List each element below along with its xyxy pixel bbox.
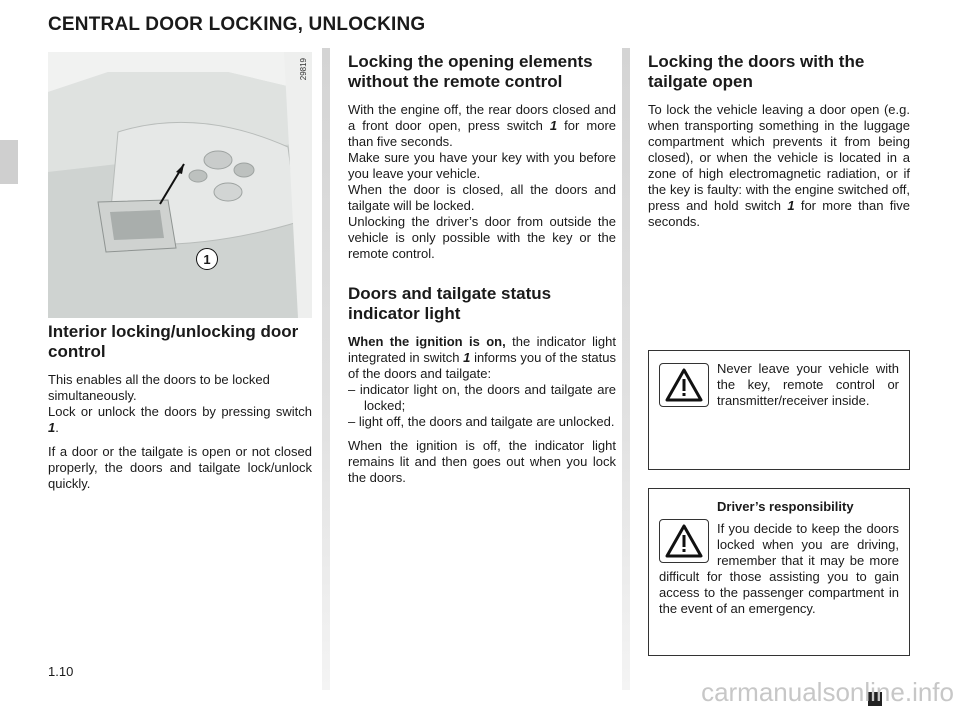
no-remote-p1-text: With the engine off, the rear doors closed and a front door open, press switch (348, 102, 616, 133)
interior-p1: This enables all the doors to be locked simultaneously. (48, 372, 270, 403)
status-list (348, 382, 616, 430)
no-remote-heading: Locking the opening elements without the remote control (348, 52, 593, 91)
tailgate-open-p1-text: To lock the vehicle leaving a door open (e.g. when transporting something in the luggage compartment which prevents it from being closed), or when the vehicle is located in a zone of high electromagnetic radiation, or if the key is faulty: with the engine switched off, press and hold switch (648, 102, 910, 213)
warning-responsibility-title: Driver’s responsibility (717, 499, 854, 514)
no-remote-p3: When the door is closed, all the doors and tailgate will be locked. (348, 182, 616, 213)
warning-triangle-icon (659, 519, 709, 563)
column-divider (622, 48, 630, 690)
interior-p3: If a door or the tailgate is open or not closed properly, the doors and tailgate lock/unlock quickly. (48, 444, 312, 491)
warning-responsibility-text: If you decide to keep the doors locked when you are driving, remember that it may be more difficult for those assisting you to gain access to the passenger compartment in the event of an emergency. (659, 521, 899, 616)
no-remote-section (348, 52, 616, 494)
status-light-bold: When the ignition is on, (348, 334, 506, 349)
console-illustration (48, 52, 312, 318)
no-remote-p1 (348, 102, 616, 150)
warning-key-text: Never leave your vehicle with the key, remote control or transmitter/receiver inside. (717, 361, 899, 408)
interior-heading: Interior locking/unlocking door control (48, 322, 299, 361)
section-tab (0, 140, 18, 184)
status-light-p2: When the ignition is off, the indicator light remains lit and then goes out when you lock the doors. (348, 438, 616, 485)
status-light-heading: Doors and tailgate status indicator light (348, 284, 552, 323)
no-remote-p2: Make sure you have your key with you before you leave your vehicle. (348, 150, 616, 181)
interior-p2-text: Lock or unlock the doors by pressing switch (48, 404, 312, 419)
console-photo (48, 52, 312, 318)
no-remote-p4: Unlocking the driver’s door from outside the vehicle is only possible with the key or the remote control. (348, 214, 616, 261)
page-title: CENTRAL DOOR LOCKING, UNLOCKING (48, 14, 426, 35)
status-light-p1 (348, 334, 616, 382)
interior-p2-end: . (55, 420, 59, 435)
callout-1: 1 (196, 248, 218, 270)
status-light-p1-end: informs you of the status of the doors and tailgate: (348, 350, 616, 381)
list-item: – light off, the doors and tailgate are unlocked. (348, 414, 615, 429)
switch-ref: 1 (549, 118, 558, 133)
tailgate-open-heading: Locking the doors with the tailgate open (648, 52, 865, 91)
watermark: carmanualsonline.info (701, 677, 954, 707)
status-light-p1-text: the indicator light integrated in switch (348, 334, 616, 365)
page-number: 1.10 (48, 664, 74, 679)
no-remote-p1-end: for more than five seconds. (348, 118, 616, 149)
list-item: – indicator light on, the doors and tailgate are locked; (348, 382, 616, 413)
switch-ref: 1 (787, 198, 795, 213)
warning-box-key (648, 350, 910, 470)
warning-box-responsibility (648, 488, 910, 656)
interior-p2 (48, 404, 312, 436)
column-divider (322, 48, 330, 690)
tailgate-open-p1 (648, 102, 910, 230)
switch-ref: 1 (463, 350, 471, 365)
figure-code: 29819 (299, 58, 308, 81)
switch-ref: 1 (48, 420, 56, 435)
tailgate-open-section (648, 52, 910, 238)
warning-triangle-icon (659, 363, 709, 407)
interior-section (48, 322, 312, 500)
tailgate-open-p1-end: for more than five seconds. (648, 198, 910, 229)
